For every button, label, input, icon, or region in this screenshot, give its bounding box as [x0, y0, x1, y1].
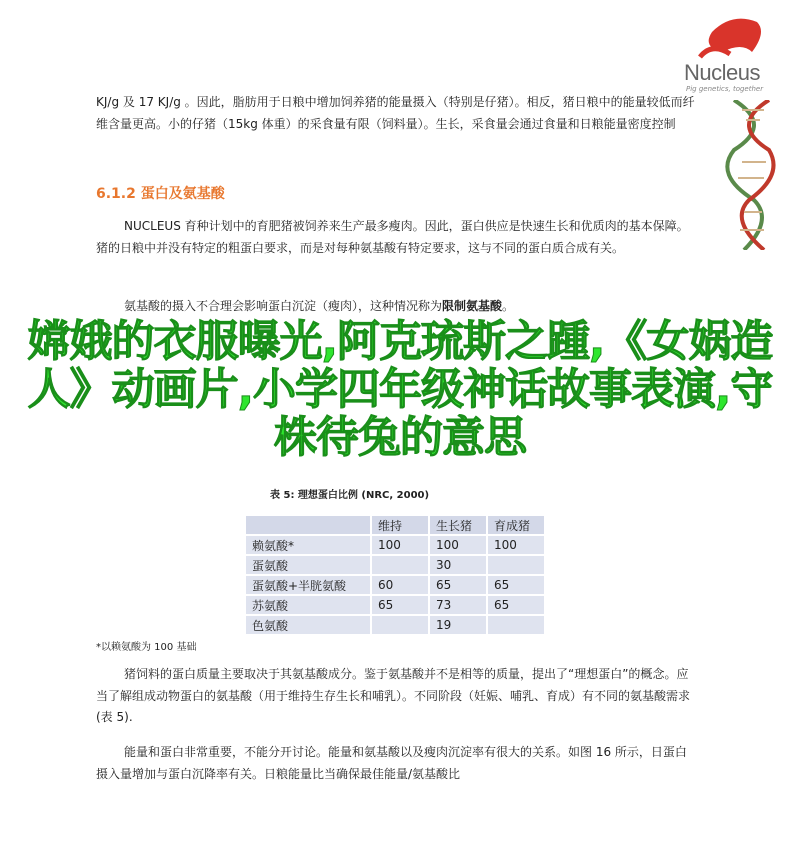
table-cell: [372, 556, 428, 574]
paragraph-energy: KJ/g 及 17 KJ/g 。因此，脂肪用于日粮中增加饲养猪的能量摄入（特别是仔猪）。相反，猪日粮中的能量较低而纤维含量更高。小的仔猪（15kg 体重）的采食量有限（饲料量）。生长，采食量会通过食量和日粮能量密度控制: [96, 95, 695, 131]
table-row-label: 色氨酸: [246, 616, 370, 634]
table-cell: 100: [430, 536, 486, 554]
table-row: [246, 536, 544, 554]
table-row: [246, 556, 544, 574]
logo-tagline: Pig genetics, together: [686, 85, 764, 93]
table-header-row: [246, 516, 544, 534]
table-cell: 100: [372, 536, 428, 554]
table-row-label: 赖氨酸*: [246, 536, 370, 554]
table-cell: [488, 556, 544, 574]
table-header-cell: [246, 516, 370, 534]
table-footnote: *以赖氨酸为 100 基础: [96, 642, 197, 653]
table-header-cell: 育成猪: [488, 516, 544, 534]
table-cell: [488, 616, 544, 634]
table-cell: 65: [430, 576, 486, 594]
table-cell: 65: [488, 596, 544, 614]
dna-helix-icon: [724, 100, 784, 250]
paragraph-ideal-protein: 猪饲料的蛋白质量主要取决于其氨基酸成分。鉴于氨基酸并不是相等的质量，提出了“理想蛋白”的概念。应当了解组成动物蛋白的氨基酸（用于维持生存生长和哺乳）。不同阶段（妊娠、哺乳、育成）有不同的氨基酸需求 (表 5).: [96, 667, 691, 724]
table-cell: 73: [430, 596, 486, 614]
table-cell: [372, 616, 428, 634]
paragraph-limiting-amino: [96, 296, 696, 318]
table-row-label: 蛋氨酸: [246, 556, 370, 574]
limiting-suffix: 。: [502, 299, 515, 313]
table-row-label: 苏氨酸: [246, 596, 370, 614]
section-title: 6.1.2 蛋白及氨基酸: [96, 186, 225, 202]
table-cell: 100: [488, 536, 544, 554]
overlay-headline: 嫦娥的衣服曝光,阿克琉斯之踵,《女娲造人》动画片,小学四年级神话故事表演,守株待兔的意思: [27, 317, 773, 463]
limiting-prefix: 氨基酸的摄入不合理会影响蛋白沉淀（瘦肉），这种情况称为: [124, 299, 443, 313]
ideal-protein-table: [244, 514, 546, 636]
paragraph-energy-protein: 能量和蛋白非常重要，不能分开讨论。能量和氨基酸以及瘦肉沉淀率有很大的关系。如图 16 所示，日蛋白摄入量增加与蛋白沉降率有关。日粮能量比当确保最佳能量/氨基酸比: [96, 745, 687, 781]
limiting-amino-term: 限制氨基酸: [442, 299, 503, 313]
table-caption: 表 5: 理想蛋白比例 (NRC, 2000): [270, 490, 430, 501]
paragraph-protein: NUCLEUS 育种计划中的育肥猪被饲养来生产最多瘦肉。因此，蛋白供应是快速生长和优质肉的基本保障。猪的日粮中并没有特定的粗蛋白要求，而是对每种氨基酸有特定要求，这与不同的蛋白质合成有关。: [96, 219, 689, 255]
table-cell: 30: [430, 556, 486, 574]
table-header-cell: 维持: [372, 516, 428, 534]
table-cell: 19: [430, 616, 486, 634]
table-header-cell: 生长猪: [430, 516, 486, 534]
table-cell: 65: [372, 596, 428, 614]
logo-wordmark: Nucleus: [684, 60, 760, 85]
table-row: [246, 596, 544, 614]
table-cell: 60: [372, 576, 428, 594]
table-row-label: 蛋氨酸+半胱氨酸: [246, 576, 370, 594]
table-cell: 65: [488, 576, 544, 594]
table-row: [246, 576, 544, 594]
table-row: [246, 616, 544, 634]
